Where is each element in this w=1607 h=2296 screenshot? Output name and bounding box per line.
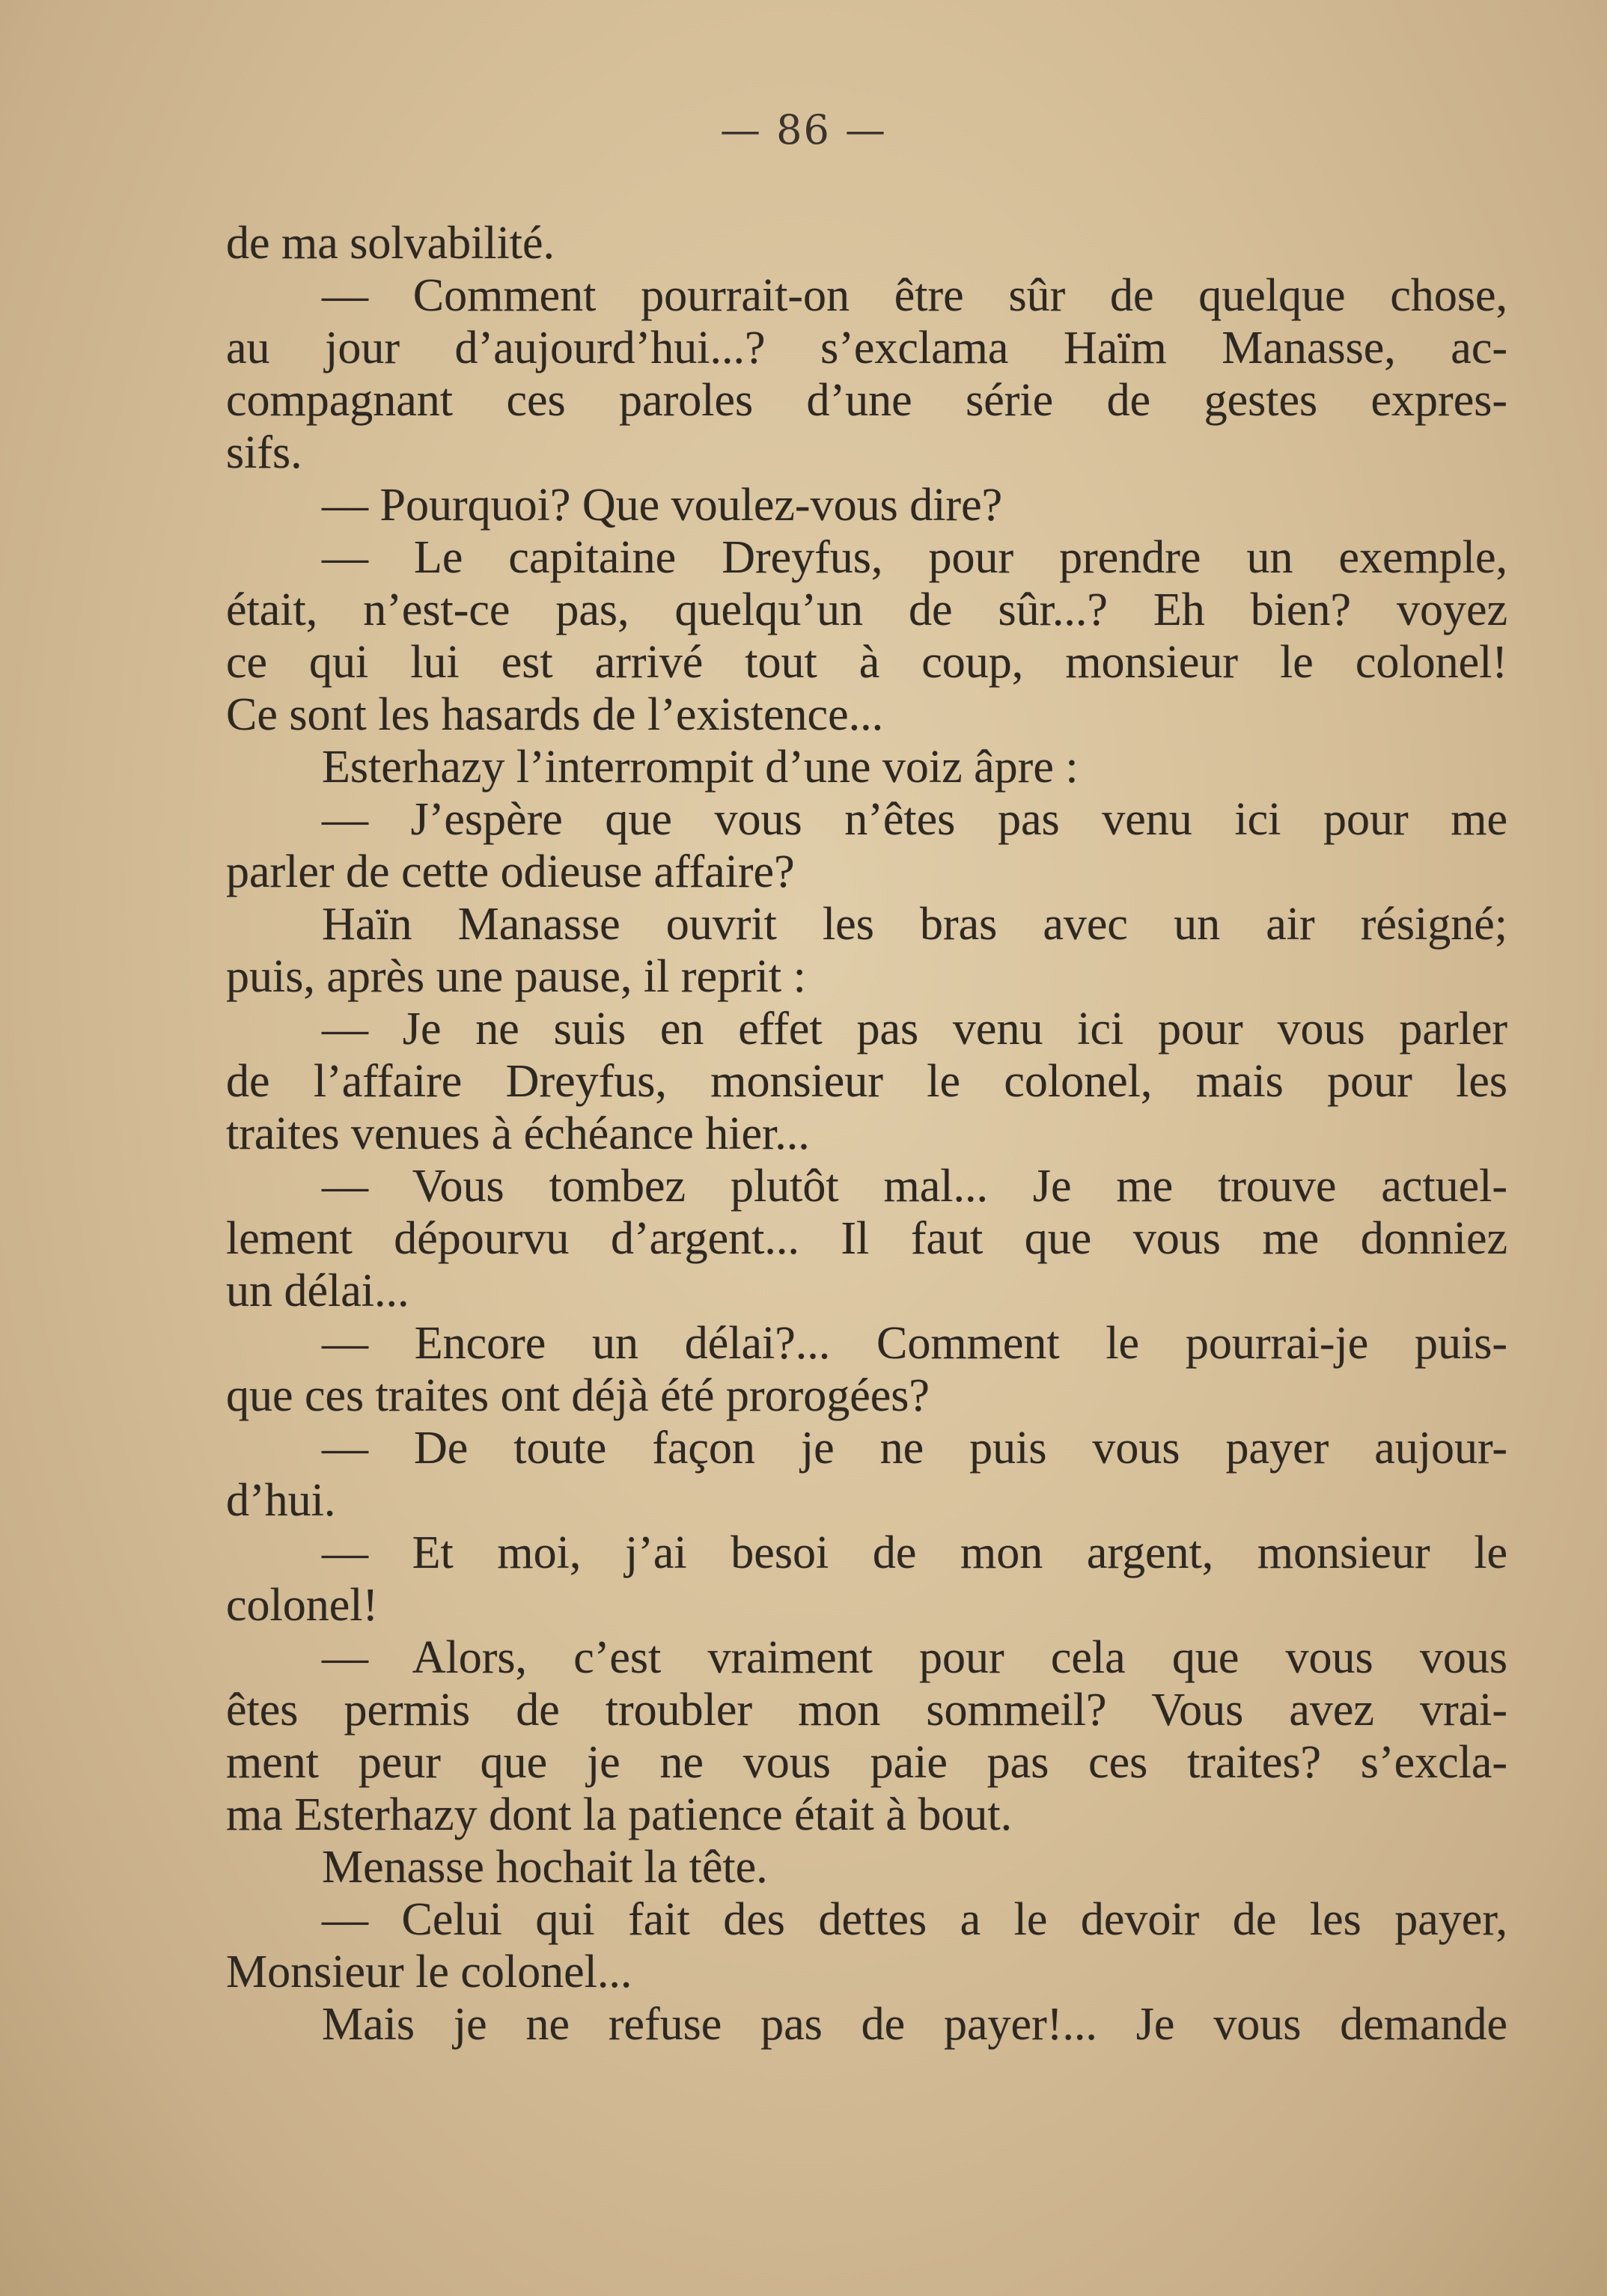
page-number: — 86 —	[719, 106, 888, 153]
text-line: de l’affaire Dreyfus, monsieur le colonel, mais pour les	[226, 1056, 1507, 1107]
text-line: ma Esterhazy dont la patience était à bout.	[226, 1789, 1013, 1840]
text-line: traites venues à échéance hier...	[226, 1108, 810, 1159]
text-line: colonel!	[226, 1580, 379, 1631]
text-line: sifs.	[226, 427, 302, 478]
text-line: était, n’est-ce pas, quelqu’un de sûr...? Eh bien? voyez	[226, 584, 1507, 635]
text-line: que ces traites ont déjà été prorogées?	[226, 1370, 930, 1421]
text-line: Haïn Manasse ouvrit les bras avec un air résigné;	[322, 899, 1507, 950]
text-line: — Je ne suis en effet pas venu ici pour vous parler	[322, 1004, 1507, 1054]
text-line: — Comment pourrait-on être sûr de quelque chose,	[322, 270, 1507, 321]
text-line: — De toute façon je ne puis vous payer aujour-	[322, 1423, 1507, 1474]
text-line: — Vous tombez plutôt mal... Je me trouve actuel-	[322, 1161, 1507, 1212]
text-line: lement dépourvu d’argent... Il faut que vous me donniez	[226, 1213, 1507, 1264]
text-line: — Encore un délai?... Comment le pourrai-je puis-	[322, 1318, 1507, 1369]
text-line: au jour d’aujourd’hui...? s’exclama Haïm Manasse, ac-	[226, 323, 1507, 373]
text-line: ce qui lui est arrivé tout à coup, monsieur le colonel!	[226, 637, 1507, 688]
text-line: compagnant ces paroles d’une série de gestes expres-	[226, 375, 1507, 426]
text-line: un délai...	[226, 1265, 409, 1316]
text-line: êtes permis de troubler mon sommeil? Vous avez vrai-	[226, 1685, 1507, 1735]
text-line: Esterhazy l’interrompit d’une voiz âpre :	[322, 742, 1079, 793]
text-line: de ma solvabilité.	[226, 218, 555, 269]
text-line: parler de cette odieuse affaire?	[226, 846, 795, 897]
text-line: Monsieur le colonel...	[226, 1947, 632, 1997]
text-line: — Le capitaine Dreyfus, pour prendre un exemple,	[322, 532, 1507, 583]
text-line: — Et moi, j’ai besoi de mon argent, monsieur le	[322, 1527, 1507, 1578]
text-line: d’hui.	[226, 1475, 336, 1526]
text-line: — J’espère que vous n’êtes pas venu ici pour me	[322, 794, 1507, 845]
text-line: — Alors, c’est vraiment pour cela que vous vous	[322, 1632, 1507, 1683]
text-line: Ce sont les hasards de l’existence...	[226, 689, 884, 740]
text-line: — Pourquoi? Que voulez-vous dire?	[322, 480, 1003, 531]
text-line: ment peur que je ne vous paie pas ces traites? s’excla-	[226, 1737, 1507, 1788]
text-line: Menasse hochait la tête.	[322, 1842, 768, 1893]
text-line: — Celui qui fait des dettes a le devoir de les payer,	[322, 1894, 1507, 1945]
text-line: puis, après une pause, il reprit :	[226, 951, 806, 1002]
text-line: Mais je ne refuse pas de payer!... Je vous demande	[322, 1999, 1507, 2050]
